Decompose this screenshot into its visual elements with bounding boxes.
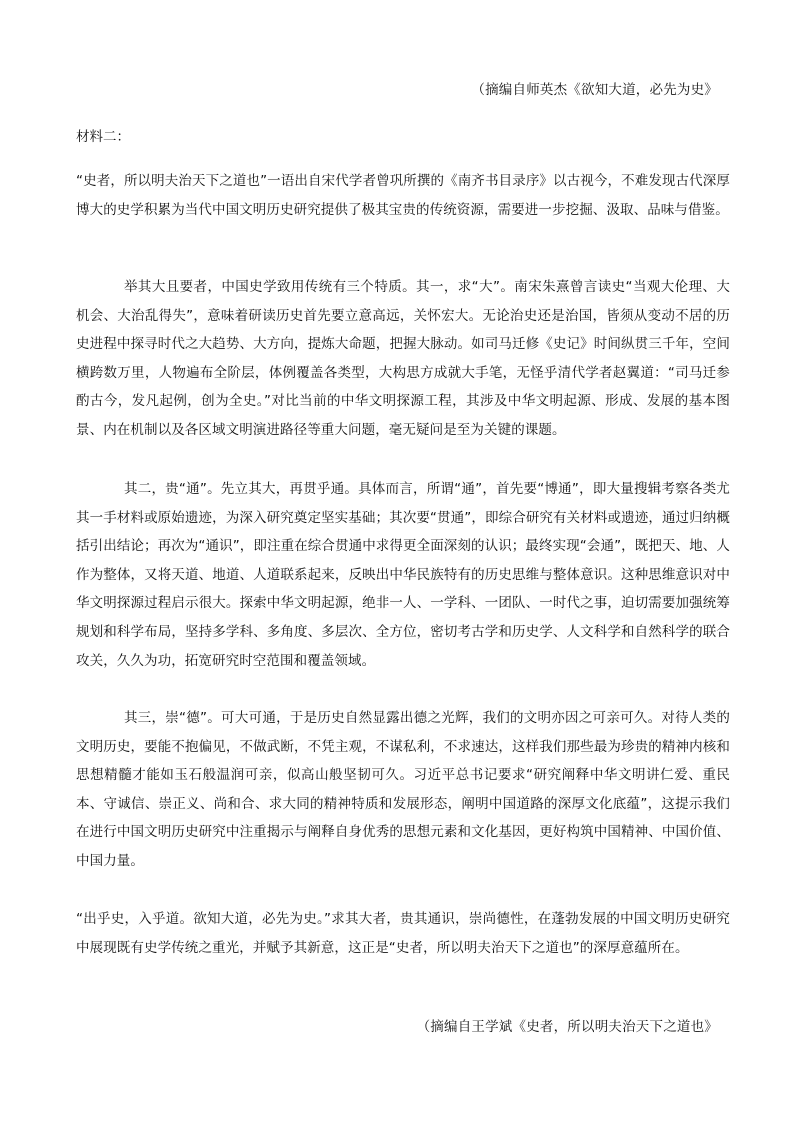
paragraph-feature-three: 其三，崇“德”。可大可通，于是历史自然显露出德之光辉，我们的文明亦因之可亲可久。对待人类的文明历史，要能不抱偏见，不做武断，不凭主观，不谋私利，不求速达，这样我们那些最为珍贵的精神内核和思想精髓才能如玉石般温润可亲，似高山般坚韧可久。习近平总书记要求“研究阐释中华文明讲仁爱、重民本、守诚信、崇正义、尚和合、求大同的精神特质和发展形态，阐明中国道路的深厚文化底蕴”，这提示我们在进行中国文明历史研究中注重揭示与阐释自身优秀的思想元素和文化基因，更好构筑中国精神、中国价值、中国力量。 bbox=[76, 710, 730, 869]
source-citation-top: （摘编自师英杰《欲知大道，必先为史》 bbox=[471, 82, 718, 98]
material-label: 材料二： bbox=[76, 129, 130, 145]
paragraph-feature-two: 其二，贵“通”。先立其大，再贯乎通。具体而言，所谓“通”，首先要“博通”，即大量搜辑考察各类尤其一手材料或原始遗迹，为深入研究奠定坚实基础；其次要“贯通”，即综合研究有关材料或遗迹，通过归纳概括引出结论；再次为“通识”，即注重在综合贯通中求得更全面深刻的认识；最终实现“会通”，既把天、地、人作为整体，又将天道、地道、人道联系起来，反映出中华民族特有的历史思维与整体意识。这种思维意识对中华文明探源过程启示很大。探索中华文明起源，绝非一人、一学科、一团队、一时代之事，迫切需要加强统筹规划和科学布局，坚持多学科、多角度、多层次、全方位，密切考古学和历史学、人文科学和自然科学的联合攻关，久久为功，拓宽研究时空范围和覆盖领域。 bbox=[76, 481, 730, 669]
source-citation-bottom: （摘编自王学斌《史者，所以明夫治天下之道也》 bbox=[416, 1019, 718, 1035]
paragraph-conclusion: “出乎史，入乎道。欲知大道，必先为史。”求其大者，贵其通识，崇尚德性，在蓬勃发展的中国文明历史研究中展现既有史学传统之重光，并赋予其新意，这正是“史者，所以明夫治天下之道也”的深厚意蕴所在。 bbox=[76, 911, 730, 956]
paragraph-feature-one: 举其大且要者，中国史学致用传统有三个特质。其一，求“大”。南宋朱熹曾言读史“当观大伦理、大机会、大治乱得失”，意味着研读历史首先要立意高远，关怀宏大。无论治史还是治国，皆须从变动不居的历史进程中探寻时代之大趋势、大方向，提炼大命题，把握大脉动。如司马迁修《史记》时间纵贯三千年，空间横跨数万里，人物遍布全阶层，体例覆盖各类型，大构思方成就大手笔，无怪乎清代学者赵翼道：“司马迁参酌古今，发凡起例，创为全史。”对比当前的中华文明探源工程，其涉及中华文明起源、形成、发展的基本图景、内在机制以及各区域文明演进路径等重大问题，毫无疑问是至为关键的课题。 bbox=[76, 279, 730, 438]
paragraph-intro: “史者，所以明夫治天下之道也”一语出自宋代学者曾巩所撰的《南齐书目录序》以古视今，不难发现古代深厚博大的史学积累为当代中国文明历史研究提供了极其宝贵的传统资源，需要进一步挖掘、汲取、品味与借鉴。 bbox=[76, 173, 730, 218]
